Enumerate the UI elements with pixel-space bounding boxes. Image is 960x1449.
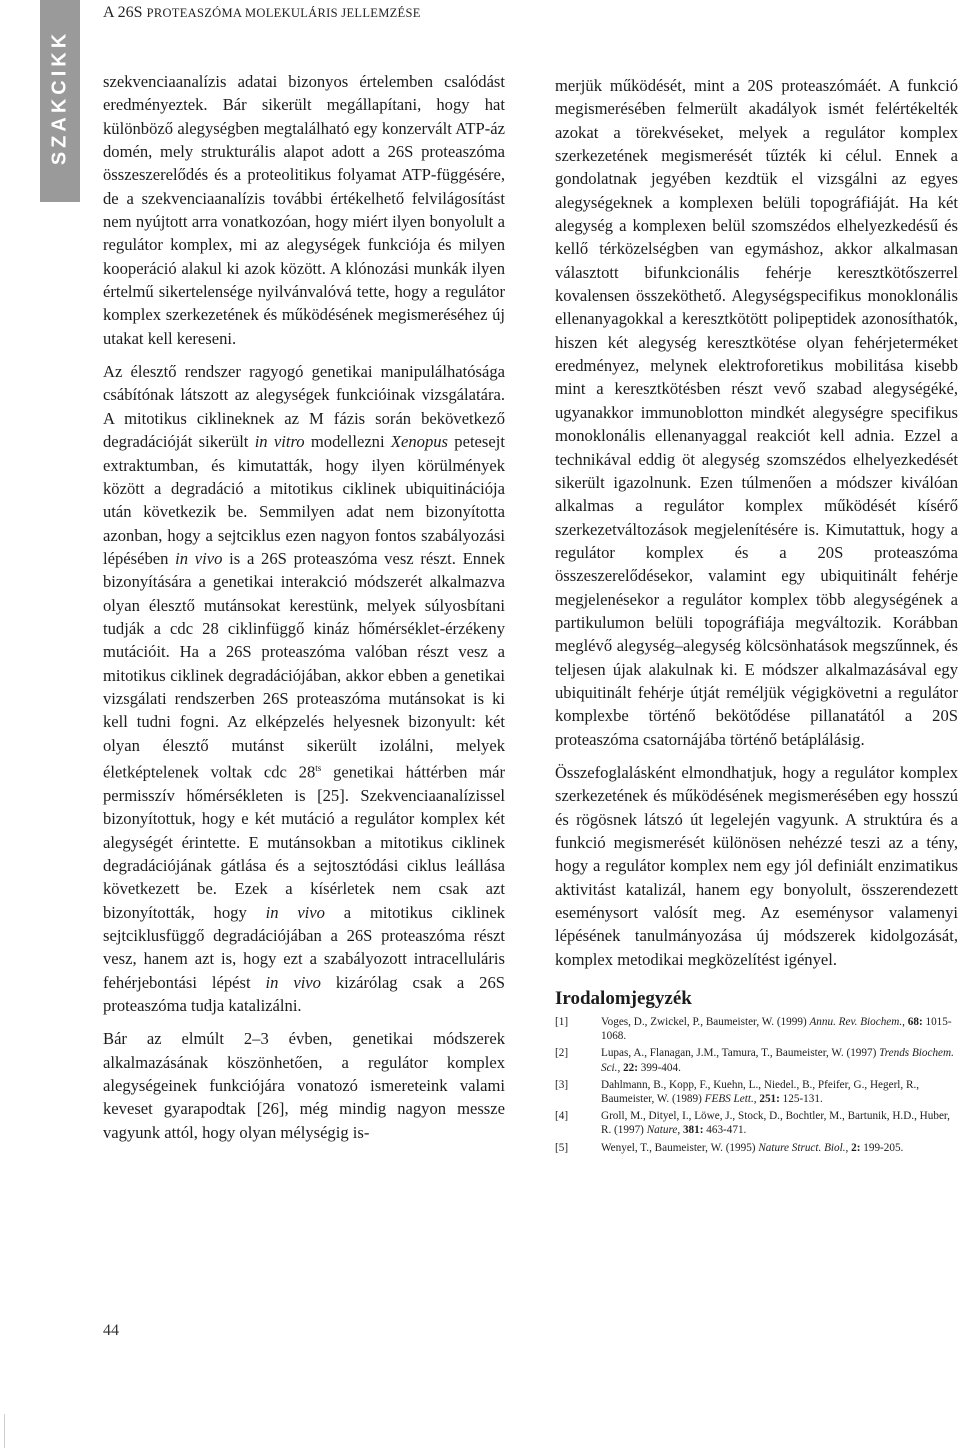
running-head — [103, 4, 421, 22]
margin-mark — [4, 1414, 5, 1448]
text-run: Bár az elmúlt 2–3 évben, genetikai módszerek alkalmazásának köszönhetően, a regulátor komplex alegységeinek funkciójára vonatozó ismereteink valami keveset gyarapodtak [26], még mindig nagyon messze vagyunk attól, hogy olyan mélységig is- — [103, 1029, 505, 1142]
reference-item — [555, 1015, 958, 1043]
running-head-title: PROTEASZÓMA MOLEKULÁRIS JELLEMZÉSE — [146, 6, 421, 20]
section-tab — [40, 0, 80, 202]
italic-term: Xenopus — [390, 432, 449, 452]
text-run: modellezni — [304, 432, 391, 452]
italic-term: in vivo — [265, 972, 321, 992]
reference-item — [555, 1046, 958, 1074]
paragraph — [103, 70, 505, 350]
right-column — [555, 74, 958, 1158]
reference-text: Lupas, A., Flanagan, J.M., Tamura, T., Baumeister, W. (1997) Trends Biochem. Sci., 22: 399-404. — [601, 1047, 954, 1074]
reference-list — [555, 1015, 958, 1155]
reference-item — [555, 1078, 958, 1106]
text-run: petesejt extraktumban, és kimutatták, hogy ilyen körülmények között a degradáció a mitotikus ciklinek ubiquitinációja után következik be. Semmilyen adat nem bizonyította azonban, hogy a sejtciklus ezen nagyon fontos szabályozási lépésében — [103, 432, 505, 568]
text-run: a mitotikus ciklinek sejtciklusfüggő degradációjában a 26S proteaszóma részt vesz, hanem azt is, hogy ezt a szabályozott intracelluláris fehérjebontási lépést — [103, 902, 505, 992]
left-column — [103, 70, 505, 1154]
text-run: Az élesztő rendszer ragyogó genetikai manipulálhatósága csábítónak látszott az alegységek funkcióinak vizsgálatára. A mitotikus ciklineknek az M fázis során bekövetkező degradációját sikerült — [103, 362, 505, 452]
page-number: 44 — [103, 1322, 119, 1339]
reference-text: Dahlmann, B., Kopp, F., Kuehn, L., Niedel., B., Pfeifer, G., Hegerl, R., Baumeister, W. (1989) FEBS Lett., 251: 125-131. — [601, 1078, 920, 1106]
reference-number: [5] — [555, 1141, 569, 1154]
reference-text: Groll, M., Dityel, I., Löwe, J., Stock, D., Bochtler, M., Bartunik, H.D., Huber, R. (1997) Nature, 381: 463-471. — [601, 1110, 950, 1137]
reference-number: [1] — [555, 1016, 569, 1029]
reference-item — [555, 1141, 958, 1155]
paragraph — [103, 360, 505, 1017]
reference-number: [4] — [555, 1110, 569, 1123]
italic-term: in vivo — [265, 902, 325, 922]
text-run: kizárólag csak a 26S proteaszóma tudja katalizálni. — [103, 972, 505, 1015]
text-run: merjük működését, mint a 20S proteaszómáét. A funkció megismerésében felmerült akadályok ismét felértékelték azokat a törekvéseket, melyek a regulátor komplex szerkezetének megismerését tűzték ki célul. Ennek a gondolatnak jegyében kezdtük el vizsgálni az egyes alegységeknek a komplexen belüli topográfiáját. Ha két alegység a komplexen belül szomszédos elhelyezkedésű és kellő térközelségben van egymáshoz, akkor alkalmasan választott bifunkcionális fehérje keresztkötőszerrel kovalensen összeköthető. Alegységspecifikus monoklonális ellenanyagokkal a keresztkötött polipeptidek azonosíthatók, hiszen két alegység keresztkötése olyan fehérjeterméket eredményez, melynek elektroforetikus mobilitása kisebb mint a keresztkötésben részt vevő szabad alegységéké, ugyanakkor immunoblotton mindkét alegységre specifikus monoklonális ellenanyaggal reakciót kell adnia. Ezzel a technikával eddig öt alegység szomszédos elhelyezkedését sikerült igazolnunk. Ezen túlmenően a módszer kiválóan alkalmas a regulátor komplex működését kísérő szerkezetváltozások megjelenítésére is. Kimutattuk, hogy a regulátor komplex és a 20S proteaszóma összeszerelődésekor, valamint egy ubiquitinált fehérje megjelenésekor a regulátor komplex több alegységének a partikulumon belüli topográfiája megváltozik. Korábban meglévő alegység–alegység kölcsönhatások megszűnnek, és teljesen újak alakulnak ki. E módszer alkalmazásával egy ubiquitinált fehérje útját reméljük végigkövetni a regulátor komplexbe történő bekötődése pillanatától a 20S proteaszóma csatornájába történő betáplálásig. — [555, 76, 958, 749]
running-head-prefix: A 26S — [103, 4, 147, 21]
paragraph — [555, 74, 958, 751]
paragraph — [103, 1027, 505, 1144]
text-run: genetikai háttérben már permisszív hőmérsékleten is [25]. Szekvenciaanalízissel bizonyítottuk, hogy e két mutáció a regulátor komplex két alegységét érintette. E mutánsokban a mitotikus ciklinek degradációjának gátlása és a sejtosztódási ciklus leállása következett be. Ezek a kísérletek nem csak azt bizonyították, hogy — [103, 762, 505, 922]
italic-term: in vitro — [254, 432, 305, 452]
reference-number: [3] — [555, 1078, 569, 1091]
paragraph — [555, 761, 958, 971]
references-heading: Irodalomjegyzék — [555, 988, 692, 1010]
text-run: szekvenciaanalízis adatai bizonyos értelemben csalódást eredményeztek. Bár sikerült megállapítani, hogy hat különböző alegységben megtalálható egy konzervált ATP-áz domén, mely strukturális alapot adott a 26S proteaszóma összeszerelődés és a proteolitikus folyamat ATP-függésére, de a szekvenciaanalízis további értékelhető felvilágosítást nem nyújtott arra vonatkozóan, hogy miért ilyen bonyolult a regulátor komplex, mi az alegységek funkciója és milyen kooperáció alakul ki azok között. A klónozási munkák ilyen értelmű sikertelensége nyilvánvalóvá tette, hogy a regulátor komplex szerkezetének és működésének megismeréséhez új utakat kell kereseni. — [103, 72, 505, 348]
section-tab-label: SZAKCIKK — [48, 29, 71, 166]
text-run: Összefoglalásként elmondhatjuk, hogy a regulátor komplex szerkezetének és működésének megismerésében egy hosszú és rögösnek látszó út legelején vagyunk. A struktúra és a funkció megismerését különösen nehézzé teszi az a tény, hogy a regulátor komplex nem egy jól definiált enzimatikus aktivitást katalizál, hanem egy bonyolult, összerendezett eseménysort valósít meg. Az eseménysor valamenyi lépésének tanulmányozása új módszerek kidolgozását, komplex metodikai megközelítést igényel. — [555, 762, 958, 969]
reference-text: Voges, D., Zwickel, P., Baumeister, W. (1999) Annu. Rev. Biochem., 68: 1015-1068. — [601, 1016, 952, 1043]
reference-item — [555, 1109, 958, 1137]
reference-number: [2] — [555, 1047, 569, 1060]
italic-term: in vivo — [175, 548, 223, 568]
reference-text: Wenyel, T., Baumeister, W. (1995) Nature Struct. Biol., 2: 199-205. — [601, 1141, 904, 1154]
text-run: is a 26S proteaszóma vesz részt. Ennek bizonyítására a genetikai interakció módszerét alkalmazva olyan élesztő mutánsokat kerestünk, melyek súlyosbítani tudják a cdc 28 ciklinfüggő kináz hőmérséklet-érzékeny mutációit. Ha a 26S proteaszóma valóban részt vesz a mitotikus ciklinek degradációjában, akkor ebben a genetikai vizsgálati rendszerben 26S proteaszóma mutánsokat is ki kell tudni fogni. Az elképzelés helyesnek bizonyult: két olyan élesztő mutánst sikerült izolálni, melyek életképtelenek voltak cdc 28 — [103, 548, 505, 782]
superscript: ts — [315, 762, 322, 773]
